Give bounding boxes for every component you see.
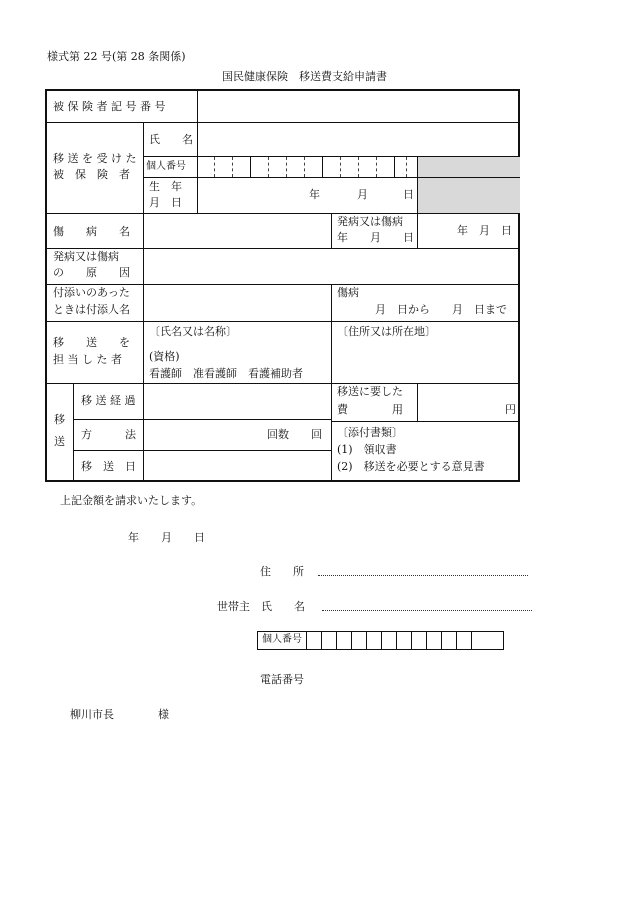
illness-label: 傷病 (337, 286, 359, 299)
transported-label: 移 送 を 受 け た (53, 152, 137, 165)
name-line (322, 610, 532, 611)
shaded-cell (418, 157, 520, 177)
route-label: 移 送 経 過 (81, 394, 136, 407)
transported-label-2: 被 保 険 者 (53, 168, 130, 181)
onset-date: 年 月 日 (457, 224, 512, 237)
cost-label: 移送に要した (337, 385, 403, 398)
shaded-cell (418, 178, 520, 213)
carrier-name-hint: 〔氏名又は名称〕 (149, 325, 237, 338)
insured-number-label: 被 保 険 者 記 号 番 号 (53, 100, 166, 113)
application-table (45, 89, 520, 482)
attendant-label: 付添いのあった (53, 286, 130, 299)
period-text: 月 日から 月 日まで (375, 303, 507, 316)
qualification-options: 看護師 准看護師 看護補助者 (149, 367, 303, 380)
method-label: 方 法 (81, 428, 136, 441)
address-line (318, 575, 528, 576)
carrier-address-hint: 〔住所又は所在地〕 (337, 325, 436, 338)
birth-label: 生 年 (149, 180, 182, 193)
injury-label: 傷 病 名 (53, 225, 130, 238)
request-date: 年 月 日 (128, 531, 205, 544)
personal-number-box-label: 個人番号 (258, 632, 307, 649)
cost-label-2: 費 用 (337, 403, 403, 416)
onset-label: 発病又は傷病 (337, 215, 403, 228)
householder-name-label: 世帯主 氏 名 (217, 600, 305, 613)
form-title: 国民健康保険 移送費支給申請書 (222, 70, 387, 83)
personal-number-box (257, 631, 504, 650)
attachment-opinion: (2) 移送を必要とする意見書 (337, 460, 485, 473)
cause-label: 発病又は傷病 (53, 250, 119, 263)
qualification-label: (資格) (149, 350, 180, 363)
attendant-label-2: ときは付添人名 (53, 303, 130, 316)
birth-month: 月 (357, 188, 368, 201)
addressee: 柳川市長 様 (70, 708, 169, 721)
address-label: 住 所 (260, 565, 304, 578)
form-number: 様式第 22 号(第 28 条関係) (47, 50, 186, 63)
attachment-receipt: (1) 領収書 (337, 443, 397, 456)
name-label: 氏 名 (149, 133, 193, 146)
birth-year: 年 (309, 188, 320, 201)
onset-label-2: 年 月 日 (337, 231, 414, 244)
birth-label-2: 月 日 (149, 196, 182, 209)
cause-label-2: の 原 因 (53, 266, 130, 279)
date-label: 移 送 日 (81, 460, 136, 473)
carrier-label-2: 担 当 し た 者 (53, 353, 122, 366)
personal-number-label: 個人番号 (146, 161, 186, 172)
carrier-label: 移 送 を (53, 336, 130, 349)
count-label: 回数 回 (267, 428, 322, 441)
yen-label: 円 (505, 403, 516, 416)
phone-label: 電話番号 (260, 673, 304, 686)
birth-day: 日 (403, 188, 414, 201)
transport-label-2: 送 (54, 435, 65, 448)
attachments-label: 〔添付書類〕 (337, 426, 403, 439)
transport-label: 移 (54, 413, 65, 426)
request-text: 上記金額を請求いたします。 (60, 494, 203, 507)
